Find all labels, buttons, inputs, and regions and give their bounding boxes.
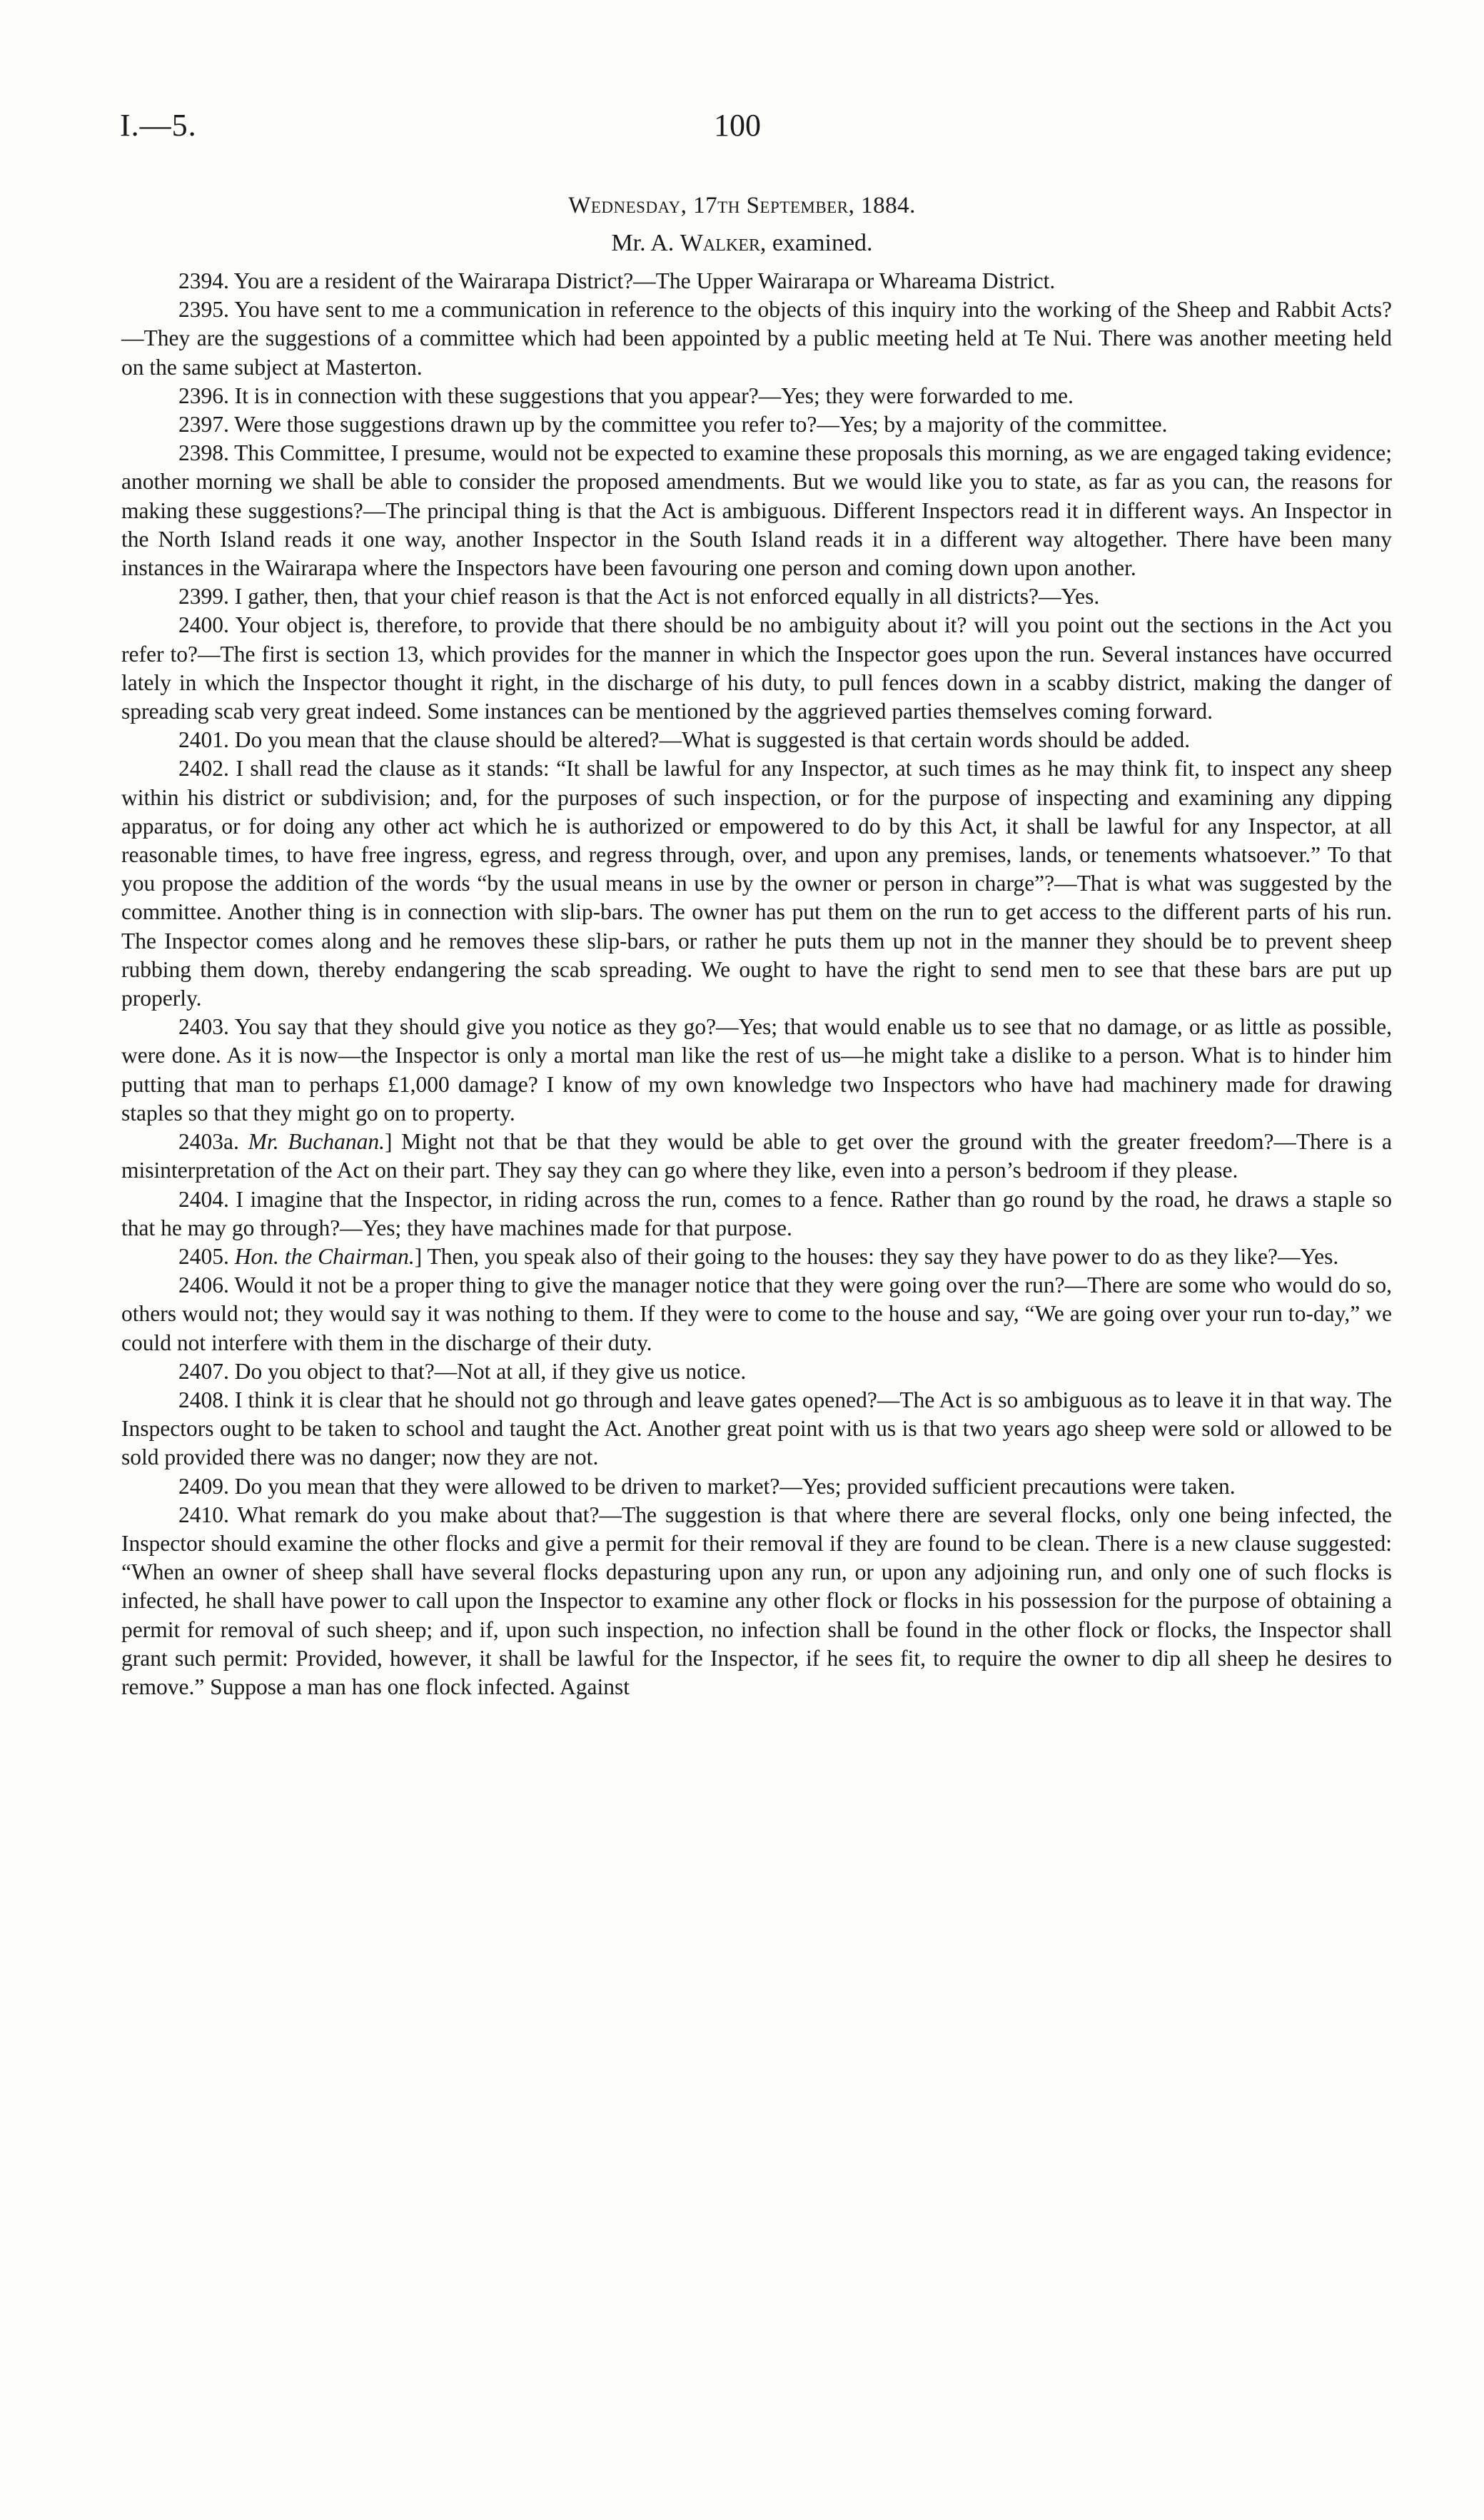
question-2405: [121, 1243, 1392, 1271]
question-2400: 2400. Your object is, therefore, to provide that there should be no ambiguity about it? will you point out the sections in the Act you refer to?—The first is section 13, which provides for the manner in which the Inspector goes upon the run. Several instances have occurred lately in which the Inspector thought it right, in the discharge of his duty, to pull fences down in a scabby district, making the danger of spreading scab very great indeed. Some instances can be mentioned by the aggrieved parties themselves coming forward.: [121, 612, 1392, 724]
witness-surname: Walker: [680, 230, 760, 256]
question-2401: 2401. Do you mean that the clause should be altered?—What is suggested is that certain words should be added.: [178, 727, 1191, 753]
question-number: 2403a.: [178, 1129, 248, 1155]
speaker-name: Mr. Buchanan.: [248, 1129, 385, 1155]
question-2403: 2403. You say that they should give you notice as they go?—Yes; that would enable us to see that no damage, or as little as possible, were done. As it is now—the Inspector is only a mortal man like the rest of us—he might take a dislike to a person. What is to hinder him putting that man to perhaps £1,000 damage? I know of my own knowledge two Inspectors who have had machinery made for drawing staples so that they might go on to property.: [121, 1014, 1392, 1125]
page-number: 100: [714, 108, 761, 143]
question-2409: 2409. Do you mean that they were allowed to be driven to market?—Yes; provided sufficient precautions were taken.: [178, 1473, 1236, 1499]
witness-prefix: Mr. A.: [611, 230, 675, 256]
question-2403a: [121, 1128, 1392, 1185]
question-2397: 2397. Were those suggestions drawn up by the committee you refer to?—Yes; by a majority of the committee.: [178, 412, 1168, 437]
question-2398: 2398. This Committee, I presume, would not be expected to examine these proposals this morning, as we are engaged taking evidence; another morning we shall be able to consider the proposed amendments. But we would like you to state, as far as you can, the reasons for making these suggestions?—The principal thing is that the Act is ambiguous. Different Inspectors read it in different ways. An Inspector in the North Island reads it one way, another Inspector in the South Island reads it in a different way altogether. There have been many instances in the Wairarapa where the Inspectors have been favouring one person and coming down upon another.: [121, 440, 1392, 581]
evidence-body: [121, 267, 1392, 1701]
witness-suffix: , examined.: [759, 230, 873, 256]
question-2399: 2399. I gather, then, that your chief reason is that the Act is not enforced equally in all districts?—Yes.: [178, 584, 1100, 609]
question-2408: 2408. I think it is clear that he should not go through and leave gates opened?—The Act is so ambiguous as to leave it in that way. The Inspectors ought to be taken to school and taught the Act. Another great point with us is that two years ago sheep were sold or allowed to be sold provided there was no danger; now they are not.: [121, 1387, 1392, 1470]
question-2410: 2410. What remark do you make about that?—The suggestion is that where there are several flocks, only one being infected, the Inspector should examine the other flocks and give a permit for their removal if they are found to be clean. There is a new clause suggested: “When an owner of sheep shall have several flocks depasturing upon any run, or upon any adjoining run, and only one of such flocks is infected, he shall have power to call upon the Inspector to examine any other flock or flocks in his possession for the purpose of obtaining a permit for removal of such sheep; and if, upon such inspection, no infection shall be found in the other flock or flocks, the Inspector shall grant such permit: Provided, however, it shall be lawful for the Inspector, if he sees fit, to require the owner to dip all sheep he desires to remove.” Suppose a man has one flock infected. Against: [121, 1502, 1392, 1699]
question-2394: 2394. You are a resident of the Wairarapa District?—The Upper Wairarapa or Whareama District.: [178, 268, 1056, 293]
question-2407: 2407. Do you object to that?—Not at all, if they give us notice.: [178, 1358, 747, 1384]
session-date-month: September: [746, 193, 849, 218]
session-date: [0, 193, 1484, 219]
session-date-day: Wednesday, 17th: [568, 193, 740, 218]
question-text: ] Then, you speak also of their going to the houses: they say they have power to do as they like?—Yes.: [414, 1243, 1339, 1269]
question-2395: 2395. You have sent to me a communication in reference to the objects of this inquiry into the working of the Sheep and Rabbit Acts?—They are the suggestions of a committee which had been appointed by a public meeting held at Te Nui. There was another meeting held on the same subject at Masterton.: [121, 297, 1392, 380]
question-text: ] Might not that be that they would be able to get over the ground with the greater freedom?—There is a misinterpretation of the Act on their part. They say they can go where they like, even into a person’s bedroom if they please.: [121, 1129, 1392, 1183]
question-number: 2405.: [178, 1243, 235, 1269]
question-2404: 2404. I imagine that the Inspector, in riding across the run, comes to a fence. Rather than go round by the road, he draws a staple so that he may go through?—Yes; they have machines made for that purpose.: [121, 1186, 1392, 1240]
question-2402: 2402. I shall read the clause as it stands: “It shall be lawful for any Inspector, at such times as he may think fit, to inspect any sheep within his district or subdivision; and, for the purposes of such inspection, or for the purpose of inspecting and examining any dipping apparatus, or for doing any other act which he is authorized or empowered to do by this Act, it shall be lawful for any Inspector, at all reasonable times, to have free ingress, egress, and regress through, over, and upon any premises, lands, or tenements whatsoever.” To that you propose the addition of the words “by the usual means in use by the owner or person in charge”?—That is what was suggested by the committee. Another thing is in connection with slip-bars. The owner has put them on the run to get access to the different parts of his run. The Inspector comes along and he removes these slip-bars, or rather he puts them up not in the manner they should be to prevent sheep rubbing them down, thereby endangering the scab spreading. We ought to have the right to send men to see that these bars are put up properly.: [121, 756, 1392, 1011]
question-2396: 2396. It is in connection with these suggestions that you appear?—Yes; they were forwarded to me.: [178, 383, 1074, 408]
question-2406: 2406. Would it not be a proper thing to give the manager notice that they were going over the run?—There are some who would do so, others would not; they would say it was nothing to them. If they were to come to the house and say, “We are going over your run to-day,” we could not interfere with them in the discharge of their duty.: [121, 1272, 1392, 1355]
paper-reference: I.—5.: [120, 108, 197, 143]
witness-heading: [0, 230, 1484, 257]
session-date-year: , 1884.: [848, 193, 916, 218]
speaker-name: Hon. the Chairman.: [234, 1243, 415, 1269]
